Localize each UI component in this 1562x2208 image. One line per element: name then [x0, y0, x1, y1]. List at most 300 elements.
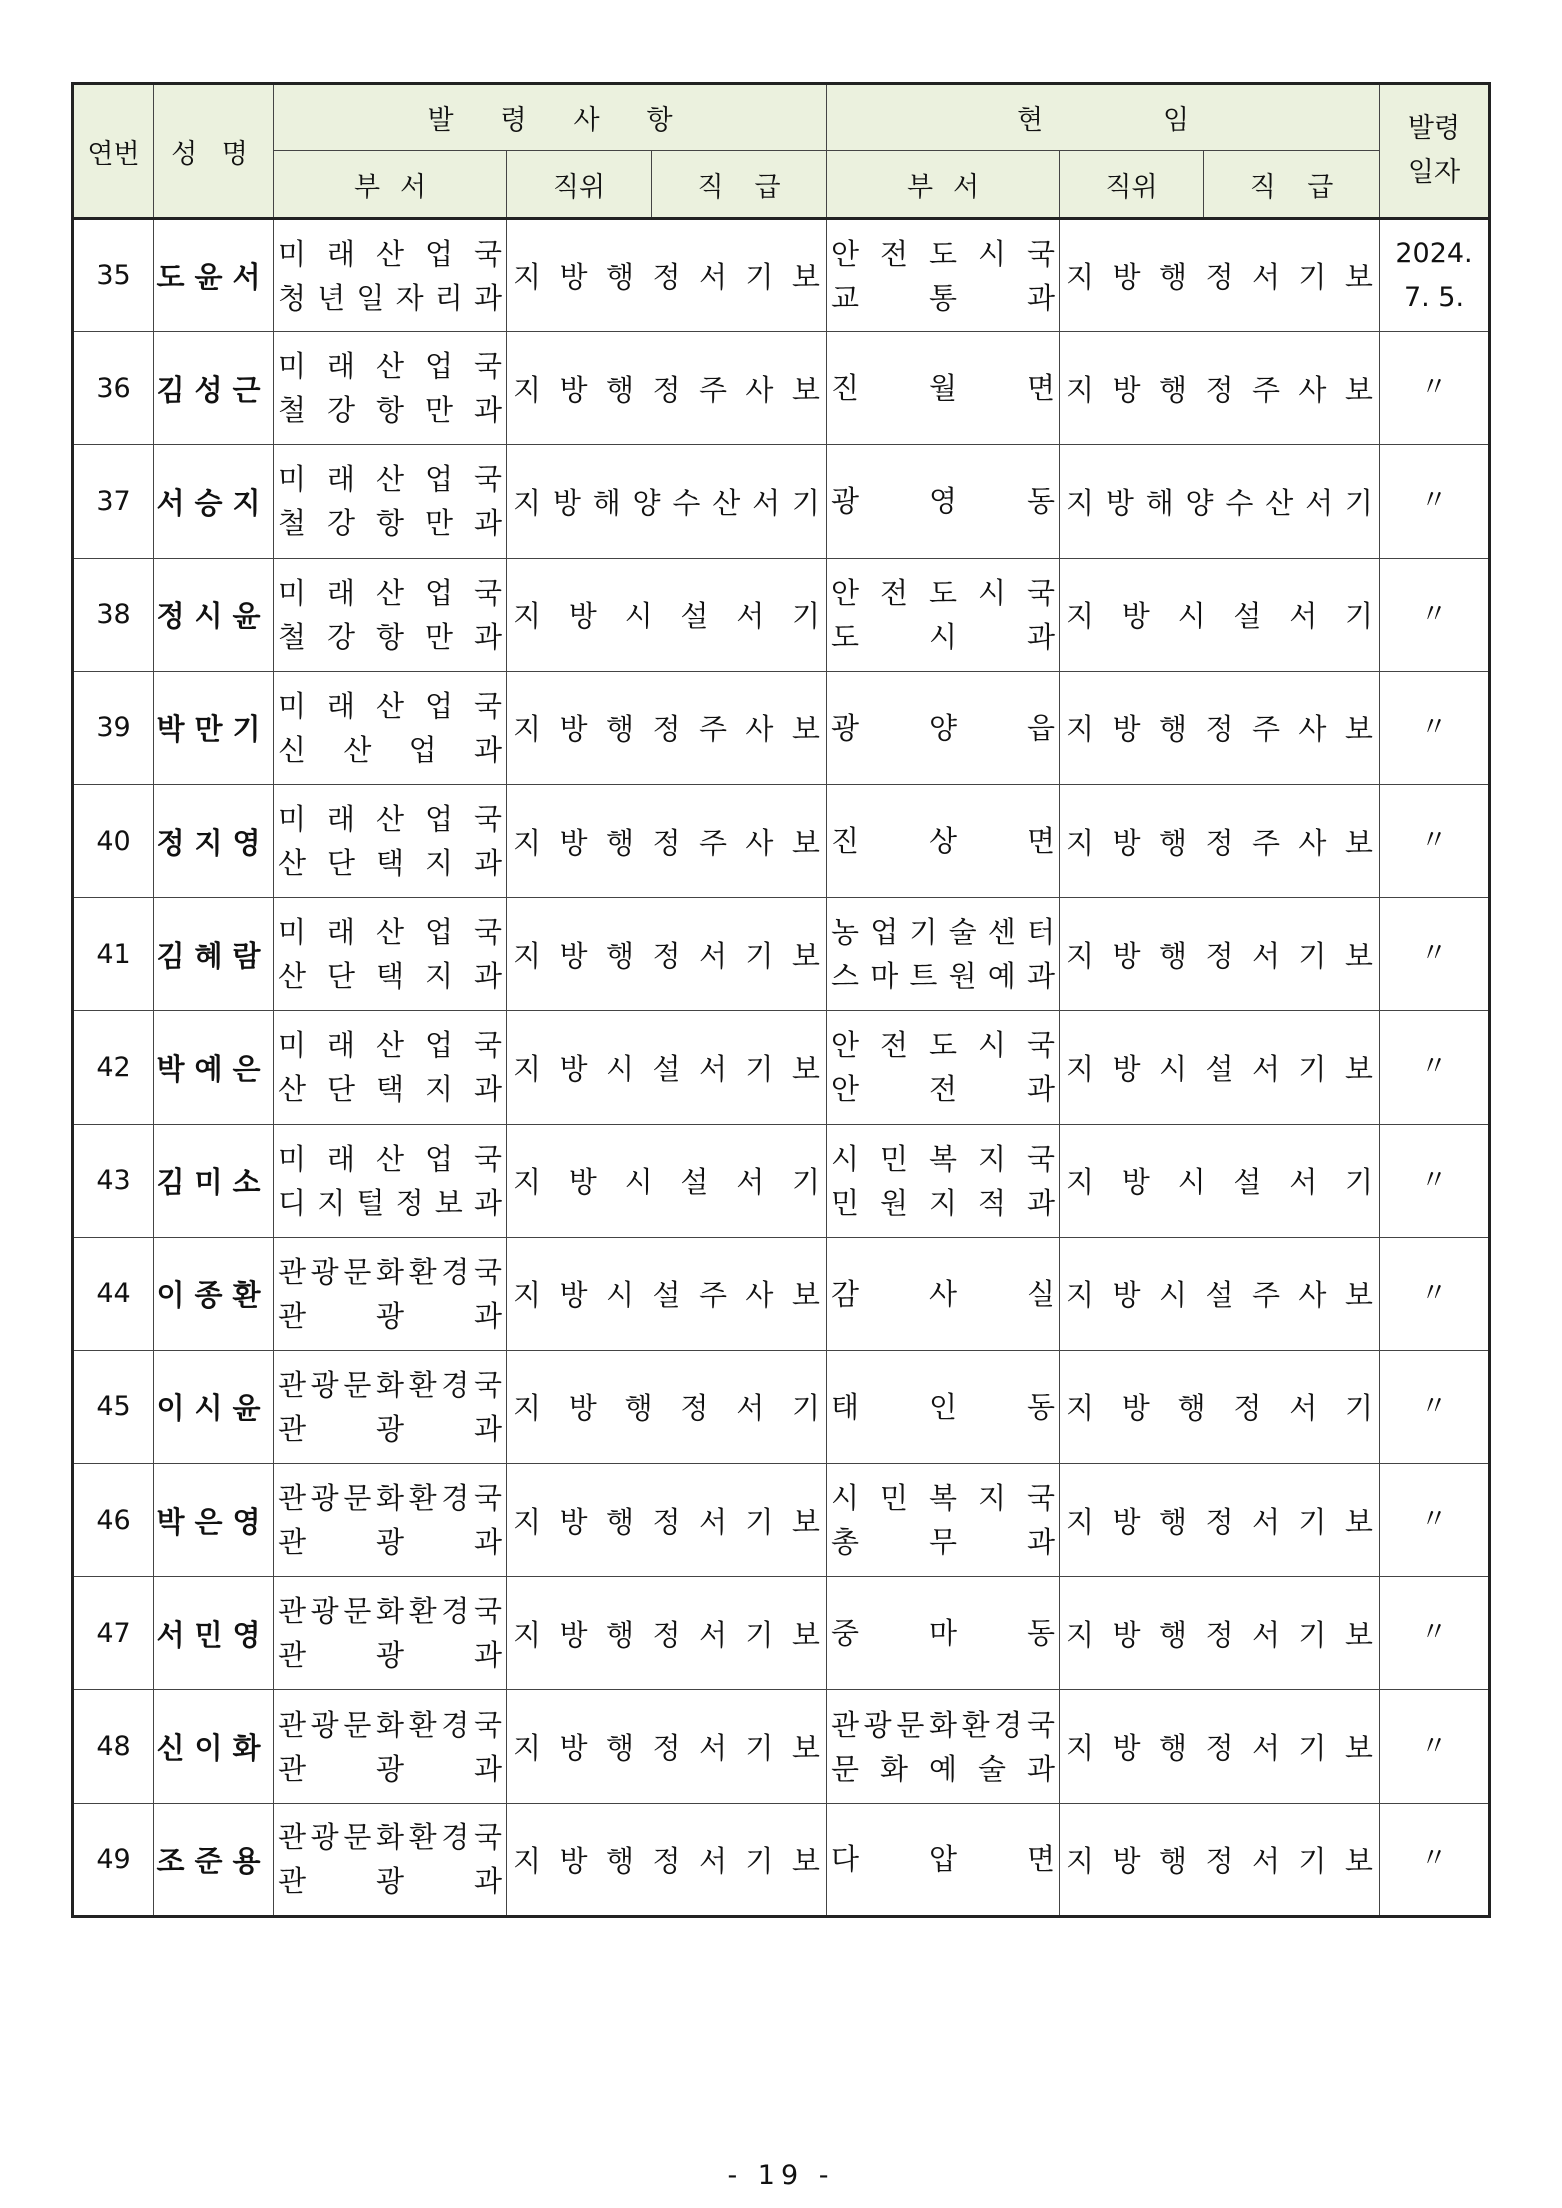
cell-line — [278, 501, 502, 545]
new-grade-cell-text — [507, 1839, 826, 1880]
cell-glyph: 과 — [1026, 1751, 1055, 1786]
cell-glyph: 국 — [473, 802, 502, 837]
cell-glyph: 업 — [424, 1141, 453, 1176]
cell-glyph: 행 — [605, 1504, 634, 1539]
date-cell — [1380, 219, 1490, 332]
cell-glyph: 마 — [928, 1616, 957, 1651]
cell-glyph: 방 — [552, 485, 581, 520]
seq-cell: 48 — [73, 1690, 154, 1803]
cur-dept-cell — [827, 1803, 1060, 1916]
cell-glyph: 과 — [1026, 1185, 1055, 1220]
cell-glyph: 방 — [1112, 712, 1141, 747]
cell-glyph: 경 — [441, 1820, 470, 1855]
new-dept-cell-lines — [274, 1250, 506, 1338]
name-cell: 조준용 — [154, 1803, 274, 1916]
cell-line — [831, 232, 1055, 276]
name-cell: 서민영 — [154, 1577, 274, 1690]
cell-glyph: 지 — [1066, 825, 1095, 860]
cell-glyph: 광 — [375, 1638, 404, 1673]
cell-glyph: 국 — [1026, 236, 1055, 271]
cell-line — [278, 1476, 502, 1520]
cell-glyph: 광 — [310, 1254, 339, 1289]
new-grade-cell-text — [507, 368, 826, 409]
new-dept-cell — [274, 898, 507, 1011]
cell-glyph: 민 — [879, 1481, 908, 1516]
new-dept-cell — [274, 1690, 507, 1803]
cell-line — [831, 1067, 1055, 1111]
header-current — [827, 84, 1380, 151]
cell-glyph: 시 — [605, 1278, 634, 1313]
cell-glyph: 사 — [1298, 825, 1327, 860]
cell-line — [278, 841, 502, 885]
cell-glyph: 면 — [1026, 371, 1055, 406]
cell-glyph: 관 — [278, 1638, 307, 1673]
new-dept-cell-lines — [274, 457, 506, 545]
cell-glyph: 환 — [408, 1481, 437, 1516]
cell-glyph: 면 — [1026, 824, 1055, 859]
cell-glyph: 업 — [424, 802, 453, 837]
cell-glyph: 털 — [356, 1185, 385, 1220]
header-glyph: 발 — [427, 105, 454, 136]
cur-dept-cell — [827, 558, 1060, 671]
date-line: 〃 — [1420, 825, 1448, 857]
cell-glyph: 방 — [559, 1051, 588, 1086]
cell-glyph: 기 — [1344, 1165, 1373, 1200]
header-glyph: 서 — [952, 171, 980, 203]
cell-glyph: 해 — [1145, 485, 1174, 520]
cell-line — [278, 1747, 502, 1791]
cell-glyph: 화 — [375, 1707, 404, 1742]
cell-glyph: 지 — [1066, 1731, 1095, 1766]
header-glyph: 급 — [1307, 171, 1334, 203]
cell-glyph: 기 — [1298, 1617, 1327, 1652]
cell-glyph: 철 — [278, 506, 307, 541]
cell-glyph: 항 — [375, 619, 404, 654]
cur-grade-cell-text — [1060, 594, 1379, 635]
cell-glyph: 광 — [375, 1411, 404, 1446]
new-grade-cell-text — [507, 1273, 826, 1314]
cell-glyph: 시 — [624, 1165, 653, 1200]
new-dept-cell-lines — [274, 797, 506, 885]
cell-glyph: 지 — [977, 1141, 1006, 1176]
cell-glyph: 환 — [408, 1707, 437, 1742]
cell-glyph: 주 — [698, 825, 727, 860]
date-line: 〃 — [1420, 485, 1448, 517]
cell-glyph: 신 — [278, 732, 307, 767]
cur-grade-cell — [1060, 1011, 1380, 1124]
cell-glyph: 항 — [375, 506, 404, 541]
new-grade-cell — [507, 558, 827, 671]
cell-glyph: 단 — [326, 959, 355, 994]
cell-glyph: 시 — [928, 619, 957, 654]
cell-line — [831, 1747, 1055, 1791]
cell-glyph: 지 — [977, 1481, 1006, 1516]
cell-glyph: 정 — [1205, 938, 1234, 973]
cell-glyph: 보 — [1344, 1731, 1373, 1766]
cell-glyph: 정 — [652, 1617, 681, 1652]
cell-line — [278, 954, 502, 998]
cell-glyph: 관 — [278, 1864, 307, 1899]
new-dept-cell — [274, 558, 507, 671]
cell-glyph: 전 — [879, 1028, 908, 1063]
date-line: 〃 — [1420, 1730, 1448, 1762]
cur-dept-cell — [827, 784, 1060, 897]
cell-glyph: 설 — [1205, 1051, 1234, 1086]
cell-glyph: 문 — [343, 1594, 372, 1629]
cell-glyph: 보 — [791, 1504, 820, 1539]
header-glyph: 부 — [906, 171, 934, 203]
cell-glyph: 관 — [278, 1751, 307, 1786]
cell-glyph: 래 — [326, 236, 355, 271]
header-name: 성 명 — [154, 84, 274, 219]
header-glyph: 항 — [646, 105, 673, 136]
cell-line — [278, 1294, 502, 1338]
table-row — [73, 671, 1490, 784]
header-glyph: 직 — [697, 171, 724, 203]
cell-glyph: 동 — [1026, 1389, 1055, 1424]
cell-glyph: 정 — [1205, 1504, 1234, 1539]
cell-glyph: 과 — [473, 959, 502, 994]
cell-glyph: 업 — [424, 349, 453, 384]
cell-glyph: 설 — [680, 1165, 709, 1200]
cell-glyph: 방 — [1112, 372, 1141, 407]
header-new-dept-text — [274, 151, 506, 217]
cell-glyph: 기 — [1298, 1504, 1327, 1539]
cell-glyph: 행 — [1158, 1617, 1187, 1652]
cell-glyph: 실 — [1026, 1276, 1055, 1311]
cur-grade-cell-text — [1060, 368, 1379, 409]
cell-glyph: 서 — [698, 260, 727, 295]
cell-glyph: 안 — [831, 236, 860, 271]
cell-glyph: 방 — [1112, 260, 1141, 295]
cell-glyph: 지 — [1066, 599, 1095, 634]
cell-glyph: 기 — [745, 260, 774, 295]
cell-glyph: 미 — [278, 802, 307, 837]
cell-glyph: 국 — [473, 1367, 502, 1402]
cell-glyph: 방 — [559, 1617, 588, 1652]
cell-line — [831, 1137, 1055, 1181]
cell-glyph: 보 — [791, 712, 820, 747]
cell-glyph: 국 — [473, 1820, 502, 1855]
cell-glyph: 보 — [1344, 1504, 1373, 1539]
new-grade-cell — [507, 332, 827, 445]
cell-glyph: 광 — [831, 710, 860, 745]
cur-dept-cell-lines — [827, 910, 1059, 998]
cell-glyph: 업 — [424, 1028, 453, 1063]
cell-glyph: 광 — [310, 1367, 339, 1402]
cell-glyph: 시 — [831, 1141, 860, 1176]
cur-dept-cell — [827, 219, 1060, 332]
cell-line — [278, 1137, 502, 1181]
cell-glyph: 동 — [1026, 1616, 1055, 1651]
new-dept-cell-lines — [274, 571, 506, 659]
cell-glyph: 방 — [559, 825, 588, 860]
cur-dept-cell-lines — [827, 1272, 1059, 1316]
new-dept-cell-lines — [274, 910, 506, 998]
cell-glyph: 지 — [513, 1504, 542, 1539]
cell-line — [278, 571, 502, 615]
cell-glyph: 서 — [1251, 1504, 1280, 1539]
cur-dept-cell — [827, 1011, 1060, 1124]
cell-glyph: 항 — [375, 393, 404, 428]
cell-glyph: 도 — [831, 619, 860, 654]
cell-glyph: 문 — [343, 1820, 372, 1855]
cur-grade-cell — [1060, 219, 1380, 332]
cell-glyph: 경 — [441, 1481, 470, 1516]
cell-glyph: 서 — [736, 1391, 765, 1426]
cell-glyph: 방 — [1112, 1278, 1141, 1313]
name-cell: 이시윤 — [154, 1350, 274, 1463]
cell-line — [278, 1703, 502, 1747]
table-row — [73, 219, 1490, 332]
cell-glyph: 산 — [1265, 485, 1294, 520]
date-cell — [1380, 1690, 1490, 1803]
date-cell — [1380, 445, 1490, 558]
cell-glyph: 기 — [745, 938, 774, 973]
date-cell — [1380, 332, 1490, 445]
cell-glyph: 행 — [1158, 938, 1187, 973]
seq-cell: 42 — [73, 1011, 154, 1124]
cur-dept-cell — [827, 445, 1060, 558]
cell-glyph: 방 — [559, 712, 588, 747]
new-dept-cell — [274, 445, 507, 558]
cell-glyph: 양 — [632, 485, 661, 520]
cell-glyph: 방 — [559, 260, 588, 295]
cell-glyph: 관 — [278, 1525, 307, 1560]
date-line: 〃 — [1420, 372, 1448, 404]
cell-glyph: 화 — [375, 1481, 404, 1516]
cell-glyph: 방 — [1112, 1617, 1141, 1652]
cell-glyph: 산 — [375, 462, 404, 497]
cell-glyph: 보 — [434, 1185, 463, 1220]
cur-dept-cell-lines — [827, 571, 1059, 659]
cell-glyph: 행 — [1158, 1504, 1187, 1539]
cell-glyph: 래 — [326, 915, 355, 950]
cur-dept-cell — [827, 898, 1060, 1011]
cell-glyph: 주 — [1251, 712, 1280, 747]
cell-glyph: 화 — [928, 1707, 957, 1742]
cell-line — [831, 1611, 1055, 1655]
cell-glyph: 정 — [1205, 1617, 1234, 1652]
cell-glyph: 방 — [1112, 1504, 1141, 1539]
cell-glyph: 술 — [948, 915, 977, 950]
header-glyph: 사 — [573, 105, 600, 136]
cell-glyph: 정 — [652, 825, 681, 860]
cell-glyph: 지 — [513, 825, 542, 860]
name-cell: 서승지 — [154, 445, 274, 558]
cur-grade-cell — [1060, 1690, 1380, 1803]
new-grade-cell — [507, 1464, 827, 1577]
cell-glyph: 시 — [1158, 1051, 1187, 1086]
cell-glyph: 술 — [977, 1751, 1006, 1786]
header-appointment-text — [274, 98, 826, 137]
cell-glyph: 보 — [1344, 260, 1373, 295]
date-line: 〃 — [1420, 1051, 1448, 1083]
cell-glyph: 년 — [317, 280, 346, 315]
cell-glyph: 과 — [1026, 1525, 1055, 1560]
cell-glyph: 시 — [1177, 1165, 1206, 1200]
cell-glyph: 국 — [1026, 1028, 1055, 1063]
date-line: 〃 — [1420, 1277, 1448, 1309]
cell-glyph: 기 — [791, 599, 820, 634]
cell-glyph: 문 — [896, 1707, 925, 1742]
new-dept-cell — [274, 1350, 507, 1463]
cell-line — [831, 615, 1055, 659]
cell-glyph: 관 — [278, 1481, 307, 1516]
new-grade-cell — [507, 1577, 827, 1690]
cell-glyph: 과 — [473, 1185, 502, 1220]
cell-glyph: 사 — [745, 712, 774, 747]
seq-cell: 36 — [73, 332, 154, 445]
new-dept-cell — [274, 1011, 507, 1124]
cell-glyph: 교 — [831, 280, 860, 315]
cell-line — [831, 819, 1055, 863]
cell-glyph: 방 — [559, 1843, 588, 1878]
cell-glyph: 지 — [1066, 1843, 1095, 1878]
cell-glyph: 국 — [473, 1254, 502, 1289]
cell-glyph: 지 — [513, 1278, 542, 1313]
new-grade-cell-text — [507, 594, 826, 635]
cur-dept-cell-lines — [827, 1023, 1059, 1111]
cell-glyph: 서 — [1251, 260, 1280, 295]
cell-glyph: 광 — [310, 1594, 339, 1629]
cell-glyph: 기 — [1298, 1843, 1327, 1878]
cell-glyph: 설 — [652, 1278, 681, 1313]
new-grade-cell — [507, 1011, 827, 1124]
cell-glyph: 광 — [863, 1707, 892, 1742]
cell-glyph: 강 — [326, 619, 355, 654]
cell-glyph: 정 — [395, 1185, 424, 1220]
cell-glyph: 국 — [1026, 1707, 1055, 1742]
cell-glyph: 양 — [1185, 485, 1214, 520]
cell-glyph: 국 — [473, 575, 502, 610]
table-row — [73, 1577, 1490, 1690]
cur-dept-cell — [827, 332, 1060, 445]
cell-glyph: 면 — [1026, 1842, 1055, 1877]
name-cell: 정시윤 — [154, 558, 274, 671]
date-line: 〃 — [1420, 1843, 1448, 1875]
cell-glyph: 강 — [326, 506, 355, 541]
cell-glyph: 화 — [375, 1594, 404, 1629]
cell-glyph: 과 — [473, 619, 502, 654]
name-cell: 박은영 — [154, 1464, 274, 1577]
cell-glyph: 서 — [752, 485, 781, 520]
new-grade-cell-text — [507, 1160, 826, 1201]
new-grade-cell-text — [507, 934, 826, 975]
cur-grade-cell — [1060, 1350, 1380, 1463]
cell-glyph: 서 — [698, 1504, 727, 1539]
cell-glyph: 지 — [424, 959, 453, 994]
cell-glyph: 지 — [513, 599, 542, 634]
cell-glyph: 기 — [1298, 938, 1327, 973]
new-dept-cell — [274, 332, 507, 445]
cell-glyph: 방 — [559, 938, 588, 973]
cell-glyph: 보 — [791, 260, 820, 295]
header-new-dept — [274, 151, 507, 219]
cell-glyph: 과 — [1026, 619, 1055, 654]
new-dept-cell-lines — [274, 1815, 506, 1903]
cur-dept-cell-lines — [827, 1703, 1059, 1791]
cell-glyph: 방 — [559, 1731, 588, 1766]
cell-glyph: 시 — [977, 236, 1006, 271]
cell-glyph: 서 — [736, 1165, 765, 1200]
cell-glyph: 행 — [1158, 1843, 1187, 1878]
cell-glyph: 만 — [424, 506, 453, 541]
date-cell — [1380, 1124, 1490, 1237]
date-line: 〃 — [1420, 1164, 1448, 1196]
cell-line — [278, 1250, 502, 1294]
cell-glyph: 지 — [513, 1051, 542, 1086]
cell-line — [831, 1520, 1055, 1564]
cell-glyph: 행 — [605, 1731, 634, 1766]
cell-glyph: 사 — [928, 1276, 957, 1311]
cell-glyph: 택 — [375, 846, 404, 881]
cell-line — [278, 1815, 502, 1859]
cell-glyph: 지 — [1066, 1617, 1095, 1652]
cell-glyph: 지 — [513, 485, 542, 520]
cell-glyph: 미 — [278, 236, 307, 271]
cell-line — [278, 388, 502, 432]
new-grade-cell-text — [507, 481, 826, 522]
cell-glyph: 안 — [831, 1072, 860, 1107]
cell-glyph: 국 — [1026, 1481, 1055, 1516]
table-row — [73, 1690, 1490, 1803]
cell-glyph: 방 — [1105, 485, 1134, 520]
new-grade-cell — [507, 671, 827, 784]
cell-glyph: 설 — [1233, 599, 1262, 634]
cur-dept-cell-lines — [827, 1385, 1059, 1429]
cell-glyph: 방 — [1112, 825, 1141, 860]
cell-glyph: 과 — [473, 1638, 502, 1673]
cell-glyph: 사 — [745, 825, 774, 860]
cell-glyph: 수 — [1225, 485, 1254, 520]
cell-glyph: 도 — [928, 575, 957, 610]
date-line: 2024. — [1395, 237, 1473, 269]
cell-glyph: 화 — [375, 1367, 404, 1402]
cell-glyph: 도 — [928, 1028, 957, 1063]
cell-glyph: 태 — [831, 1389, 860, 1424]
cell-glyph: 문 — [831, 1751, 860, 1786]
cell-glyph: 리 — [434, 280, 463, 315]
table-row — [73, 898, 1490, 1011]
header-cur-grade — [1204, 151, 1380, 219]
cell-glyph: 시 — [605, 1051, 634, 1086]
cell-glyph: 사 — [745, 1278, 774, 1313]
cell-glyph: 서 — [1251, 1617, 1280, 1652]
cell-glyph: 설 — [1233, 1165, 1262, 1200]
date-cell — [1380, 671, 1490, 784]
cur-grade-cell-text — [1060, 1160, 1379, 1201]
name-cell: 신이화 — [154, 1690, 274, 1803]
cell-glyph: 일 — [356, 280, 385, 315]
cur-grade-cell-text — [1060, 1273, 1379, 1314]
cell-glyph: 해 — [592, 485, 621, 520]
cell-glyph: 광 — [375, 1525, 404, 1560]
cell-glyph: 보 — [1344, 372, 1373, 407]
cell-glyph: 도 — [928, 236, 957, 271]
cell-glyph: 지 — [513, 1843, 542, 1878]
cell-glyph: 방 — [1112, 1731, 1141, 1766]
cell-line — [831, 1181, 1055, 1225]
new-dept-cell — [274, 784, 507, 897]
new-grade-cell-text — [507, 1613, 826, 1654]
cell-glyph: 기 — [1298, 260, 1327, 295]
cell-glyph: 통 — [928, 280, 957, 315]
cell-glyph: 방 — [559, 372, 588, 407]
cell-glyph: 만 — [424, 393, 453, 428]
cell-glyph: 민 — [831, 1185, 860, 1220]
cell-glyph: 산 — [375, 1141, 404, 1176]
